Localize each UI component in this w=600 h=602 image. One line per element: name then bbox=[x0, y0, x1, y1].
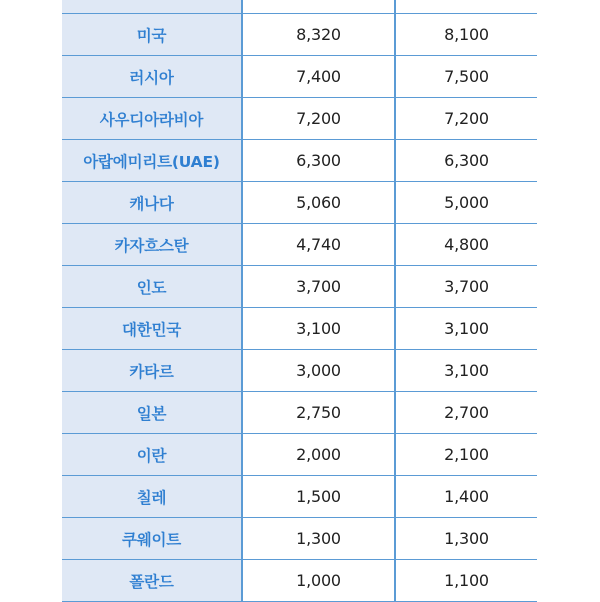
country-cell: 카타르 bbox=[62, 350, 242, 392]
table-row bbox=[62, 434, 537, 476]
value-cell-col2: 4,800 bbox=[395, 224, 537, 266]
value-cell-col2: 2,100 bbox=[395, 434, 537, 476]
country-cell: 카자흐스탄 bbox=[62, 224, 242, 266]
country-cell bbox=[62, 0, 242, 14]
value-cell-col1: 6,300 bbox=[242, 140, 395, 182]
country-cell: 사우디아라비아 bbox=[62, 98, 242, 140]
country-cell: 이란 bbox=[62, 434, 242, 476]
country-cell: 인도 bbox=[62, 266, 242, 308]
value-cell-col2 bbox=[395, 0, 537, 14]
table-row bbox=[62, 308, 537, 350]
country-value-table bbox=[62, 0, 537, 602]
value-cell-col1: 8,320 bbox=[242, 14, 395, 56]
value-cell-col1: 3,700 bbox=[242, 266, 395, 308]
table-row bbox=[62, 350, 537, 392]
country-cell: 캐나다 bbox=[62, 182, 242, 224]
table-row bbox=[62, 392, 537, 434]
value-cell-col2: 3,100 bbox=[395, 308, 537, 350]
table-body bbox=[62, 0, 537, 602]
value-cell-col2: 3,100 bbox=[395, 350, 537, 392]
value-cell-col1: 5,060 bbox=[242, 182, 395, 224]
value-cell-col2: 7,200 bbox=[395, 98, 537, 140]
value-cell-col1: 1,000 bbox=[242, 560, 395, 602]
value-cell-col2: 2,700 bbox=[395, 392, 537, 434]
table-row bbox=[62, 224, 537, 266]
table-row bbox=[62, 560, 537, 602]
data-table-container bbox=[62, 0, 537, 602]
value-cell-col1: 2,000 bbox=[242, 434, 395, 476]
country-cell: 폴란드 bbox=[62, 560, 242, 602]
country-cell: 쿠웨이트 bbox=[62, 518, 242, 560]
value-cell-col2: 5,000 bbox=[395, 182, 537, 224]
country-cell: 대한민국 bbox=[62, 308, 242, 350]
country-cell: 미국 bbox=[62, 14, 242, 56]
value-cell-col2: 6,300 bbox=[395, 140, 537, 182]
table-row bbox=[62, 140, 537, 182]
value-cell-col2: 8,100 bbox=[395, 14, 537, 56]
table-row bbox=[62, 266, 537, 308]
value-cell-col1 bbox=[242, 0, 395, 14]
value-cell-col1: 7,200 bbox=[242, 98, 395, 140]
value-cell-col1: 4,740 bbox=[242, 224, 395, 266]
value-cell-col1: 2,750 bbox=[242, 392, 395, 434]
table-row bbox=[62, 182, 537, 224]
country-cell: 아랍에미리트(UAE) bbox=[62, 140, 242, 182]
table-row bbox=[62, 0, 537, 14]
country-cell: 일본 bbox=[62, 392, 242, 434]
value-cell-col1: 3,000 bbox=[242, 350, 395, 392]
value-cell-col2: 1,300 bbox=[395, 518, 537, 560]
value-cell-col1: 1,300 bbox=[242, 518, 395, 560]
table-row bbox=[62, 476, 537, 518]
value-cell-col2: 1,400 bbox=[395, 476, 537, 518]
table-row bbox=[62, 518, 537, 560]
country-cell: 러시아 bbox=[62, 56, 242, 98]
country-cell: 칠레 bbox=[62, 476, 242, 518]
value-cell-col1: 3,100 bbox=[242, 308, 395, 350]
table-row bbox=[62, 14, 537, 56]
value-cell-col1: 7,400 bbox=[242, 56, 395, 98]
table-row bbox=[62, 56, 537, 98]
table-row bbox=[62, 98, 537, 140]
value-cell-col2: 3,700 bbox=[395, 266, 537, 308]
value-cell-col1: 1,500 bbox=[242, 476, 395, 518]
value-cell-col2: 7,500 bbox=[395, 56, 537, 98]
value-cell-col2: 1,100 bbox=[395, 560, 537, 602]
